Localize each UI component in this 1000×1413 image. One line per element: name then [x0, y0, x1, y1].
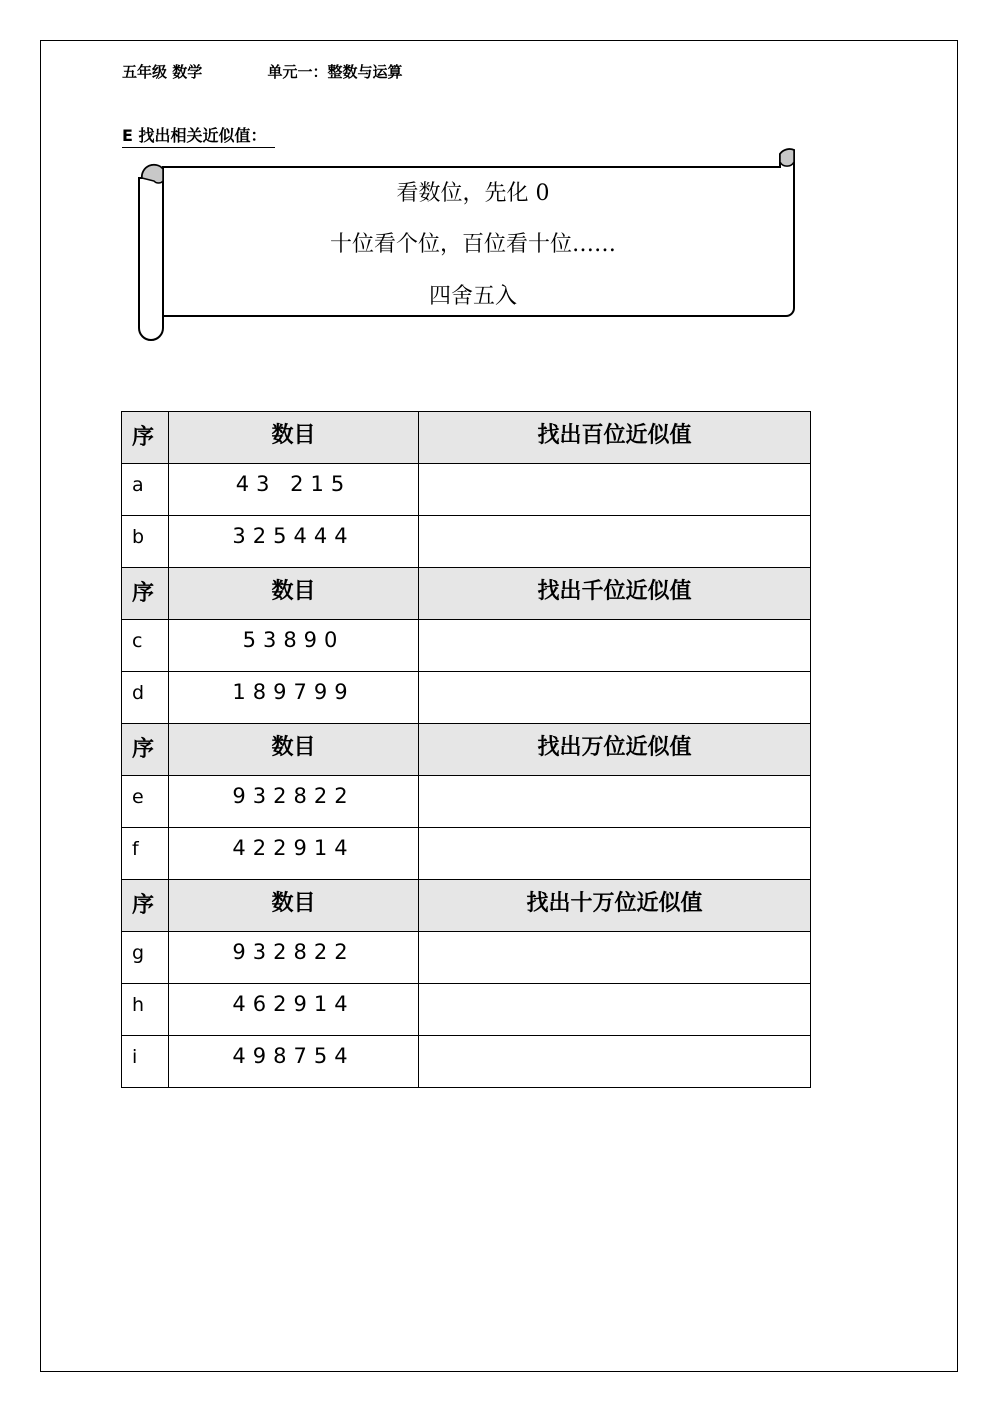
row-index: e [122, 776, 169, 828]
table-row [122, 620, 811, 672]
row-index: i [122, 1036, 169, 1088]
row-number: 53890 [169, 620, 419, 672]
answer-cell[interactable] [419, 828, 811, 880]
grade-label: 五年级 数学 [122, 63, 203, 81]
tip-line-2: 十位看个位，百位看十位…… [329, 232, 616, 257]
row-number: 422914 [169, 828, 419, 880]
row-index: b [122, 516, 169, 568]
table-header-row [122, 412, 811, 464]
table-header-row [122, 568, 811, 620]
row-number: 189799 [169, 672, 419, 724]
row-index: f [122, 828, 169, 880]
answer-header: 找出千位近似值 [419, 568, 811, 620]
answer-header: 找出百位近似值 [419, 412, 811, 464]
tip-line-1: 看数位，先化 0 [396, 181, 550, 206]
answer-cell[interactable] [419, 932, 811, 984]
row-number: 325444 [169, 516, 419, 568]
table-row [122, 776, 811, 828]
row-number: 932822 [169, 932, 419, 984]
table-row [122, 464, 811, 516]
row-index: a [122, 464, 169, 516]
tip-scroll [130, 136, 810, 346]
row-number: 932822 [169, 776, 419, 828]
table-row [122, 828, 811, 880]
answer-cell[interactable] [419, 516, 811, 568]
number-header: 数目 [169, 880, 419, 932]
row-index: g [122, 932, 169, 984]
row-index: c [122, 620, 169, 672]
row-number: 43 215 [169, 464, 419, 516]
answer-cell[interactable] [419, 464, 811, 516]
table-header-row [122, 880, 811, 932]
table-row [122, 984, 811, 1036]
row-number: 462914 [169, 984, 419, 1036]
index-header: 序 [122, 412, 169, 464]
answer-cell[interactable] [419, 1036, 811, 1088]
number-header: 数目 [169, 412, 419, 464]
row-number: 498754 [169, 1036, 419, 1088]
answer-header: 找出十万位近似值 [419, 880, 811, 932]
section-title: E 找出相关近似值： [122, 123, 275, 148]
tip-line-3: 四舍五入 [428, 284, 517, 309]
index-header: 序 [122, 568, 169, 620]
unit-label: 单元一：整数与运算 [267, 63, 403, 81]
table-row [122, 932, 811, 984]
answer-cell[interactable] [419, 672, 811, 724]
number-header: 数目 [169, 568, 419, 620]
page-header [122, 61, 402, 82]
index-header: 序 [122, 880, 169, 932]
index-header: 序 [122, 724, 169, 776]
row-index: d [122, 672, 169, 724]
rounding-table [121, 411, 811, 1088]
answer-cell[interactable] [419, 620, 811, 672]
table-row [122, 672, 811, 724]
table-row [122, 1036, 811, 1088]
table-row [122, 516, 811, 568]
answer-header: 找出万位近似值 [419, 724, 811, 776]
row-index: h [122, 984, 169, 1036]
answer-cell[interactable] [419, 776, 811, 828]
table-header-row [122, 724, 811, 776]
answer-cell[interactable] [419, 984, 811, 1036]
number-header: 数目 [169, 724, 419, 776]
